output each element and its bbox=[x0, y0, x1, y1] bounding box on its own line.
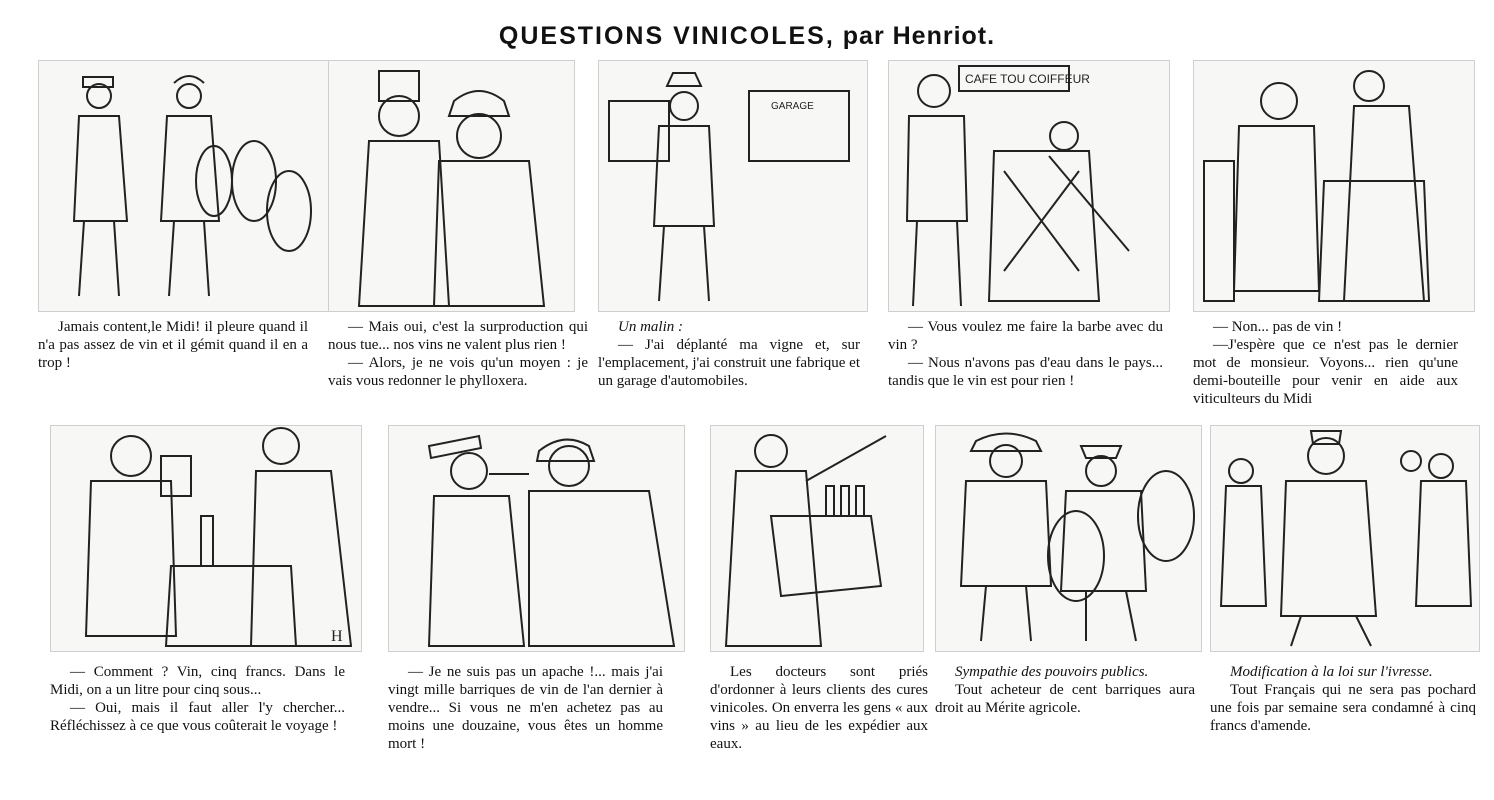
artist-monogram: H bbox=[331, 628, 343, 645]
page-title bbox=[0, 22, 1494, 51]
official-pinning-medal-figure bbox=[936, 426, 1201, 651]
drunk-man-with-crowd-figure bbox=[1211, 426, 1479, 651]
panel-2-illustration bbox=[328, 60, 575, 312]
panel-2-caption bbox=[328, 318, 588, 390]
caption-line: Les docteurs sont priés d'ordonner à leurs clients des cures vinicoles. On enverra les gens « aux vins » au lieu de les expédier aux eaux. bbox=[710, 664, 928, 752]
panel-9-caption bbox=[935, 663, 1195, 717]
author-credit: par Henriot. bbox=[842, 22, 996, 50]
title-text: QUESTIONS VINICOLES, bbox=[498, 22, 835, 50]
panel-10 bbox=[1210, 425, 1484, 795]
caption-line: — J'ai déplanté ma vigne et, sur l'emplacement, j'ai construit une fabrique et un garage d'automobiles. bbox=[598, 337, 860, 389]
panel-1-illustration bbox=[38, 60, 330, 312]
garage-sign: GARAGE bbox=[771, 101, 814, 112]
caption-line: — Nous n'avons pas d'eau dans le pays... tandis que le vin est pour rien ! bbox=[888, 355, 1163, 389]
caption-line: — Alors, je ne vois qu'un moyen : je vais vous redonner le phylloxera. bbox=[328, 355, 588, 389]
panel-9 bbox=[935, 425, 1205, 795]
panel-10-illustration bbox=[1210, 425, 1480, 652]
panel-5-illustration bbox=[1193, 60, 1475, 312]
caption-heading: Sympathie des pouvoirs publics. bbox=[955, 664, 1149, 680]
panel-4 bbox=[888, 60, 1178, 420]
panel-3-illustration bbox=[598, 60, 868, 312]
caption-heading: Un malin : bbox=[618, 319, 683, 335]
panel-3-caption bbox=[598, 318, 860, 390]
caption-line: — Vous voulez me faire la barbe avec du vin ? bbox=[888, 319, 1163, 353]
caption-line: — Mais oui, c'est la surproduction qui nous tue... nos vins ne valent plus rien ! bbox=[328, 319, 588, 353]
panel-5 bbox=[1193, 60, 1478, 420]
panel-1 bbox=[38, 60, 328, 380]
panel-7-caption bbox=[388, 663, 663, 763]
shop-sign: CAFE TOU COIFFEUR bbox=[965, 72, 1090, 86]
two-weeping-men-figure bbox=[39, 61, 329, 311]
panel-6-illustration bbox=[50, 425, 362, 652]
caption-line: —J'espère que ce n'est pas le dernier mot de monsieur. Voyons... rien qu'une demi-bouteille pour venir en aide aux viticulteurs du Midi bbox=[1193, 337, 1458, 407]
caption-line: — Non... pas de vin ! bbox=[1213, 319, 1343, 335]
caption-line: Tout acheteur de cent barriques aura droit au Mérite agricole. bbox=[935, 682, 1195, 716]
caption-line: — Je ne suis pas un apache !... mais j'ai vingt mille barriques de vin de l'an dernier à vendre... Si vous ne m'en achetez pas au moins une douzaine, vous êtes un homme mort ! bbox=[388, 664, 663, 752]
doctor-with-paper-figure bbox=[711, 426, 923, 651]
holdup-with-pistol-figure bbox=[389, 426, 684, 651]
caption-line: — Comment ? Vin, cinq francs. Dans le Midi, on a un litre pour cinq sous... bbox=[50, 664, 345, 698]
diner-and-waiter-figure bbox=[1194, 61, 1474, 311]
two-men-talking-figure bbox=[329, 61, 574, 311]
panel-4-illustration bbox=[888, 60, 1170, 312]
panel-7-illustration bbox=[388, 425, 685, 652]
panel-4-caption bbox=[888, 318, 1163, 390]
panel-8-illustration bbox=[710, 425, 924, 652]
panel-5-caption bbox=[1193, 318, 1458, 408]
man-before-garage-figure bbox=[599, 61, 867, 311]
caption-line: Jamais content,le Midi! il pleure quand il n'a pas assez de vin et il gémit quand il en a trop ! bbox=[38, 319, 308, 371]
panel-2 bbox=[328, 60, 593, 420]
barber-shaving-figure bbox=[889, 61, 1169, 311]
panel-6 bbox=[50, 425, 370, 795]
panel-10-caption bbox=[1210, 663, 1476, 735]
panel-6-caption bbox=[50, 663, 345, 735]
caption-line: Tout Français qui ne sera pas pochard une fois par semaine sera condamné à cinq francs d'amende. bbox=[1210, 682, 1476, 734]
panel-8-caption bbox=[710, 663, 928, 753]
panel-8 bbox=[710, 425, 930, 795]
panel-1-caption bbox=[38, 318, 308, 372]
panel-9-illustration bbox=[935, 425, 1202, 652]
panel-7 bbox=[388, 425, 688, 795]
caption-heading: Modification à la loi sur l'ivresse. bbox=[1230, 664, 1433, 680]
caption-line: — Oui, mais il faut aller l'y chercher... Réfléchissez à ce que vous coûterait le voyage ! bbox=[50, 700, 345, 734]
diner-reading-bill-figure bbox=[51, 426, 361, 651]
panel-3 bbox=[598, 60, 868, 420]
